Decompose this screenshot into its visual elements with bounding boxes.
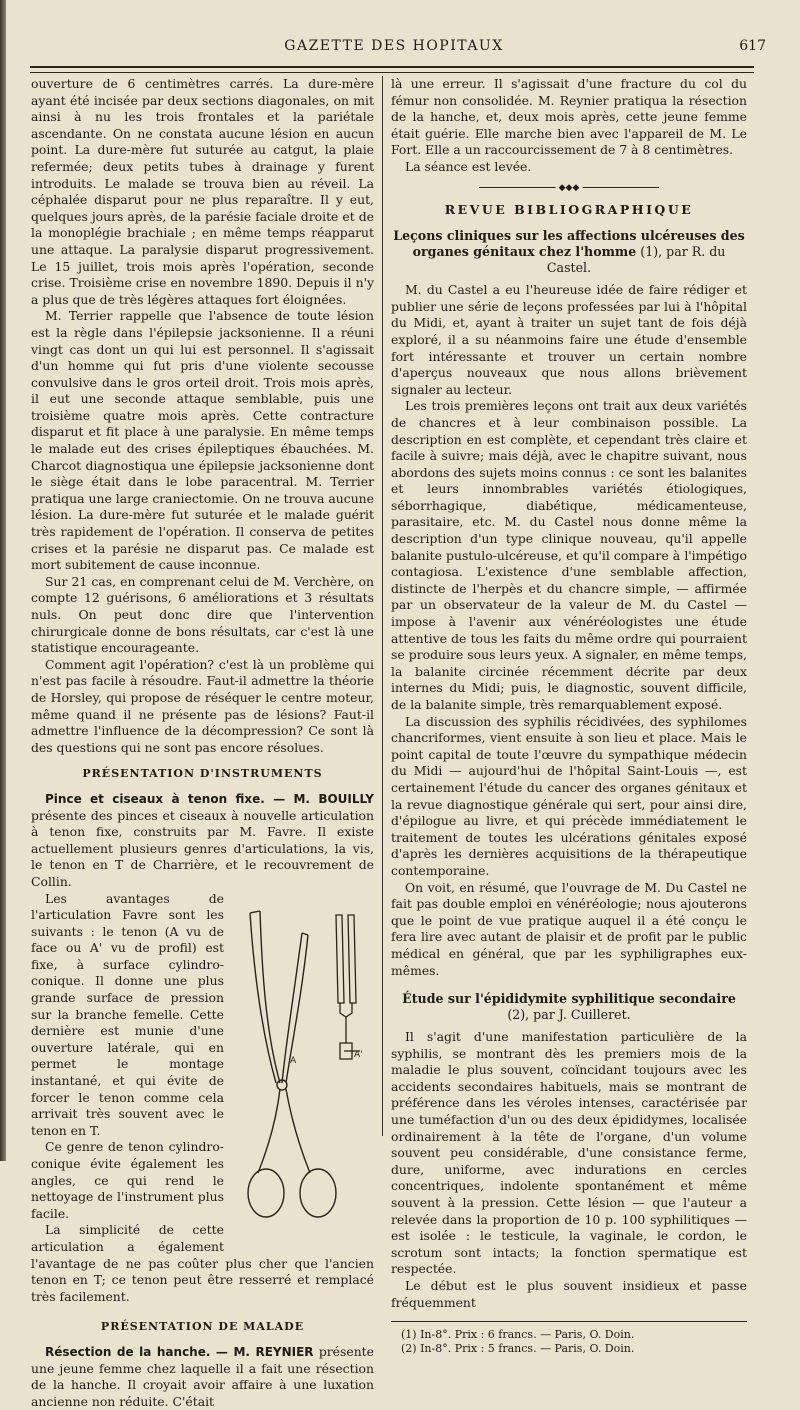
section-heading-malade: PRÉSENTATION DE MALADE [100,1320,305,1334]
paragraph: On voit, en résumé, que l'ouvrage de M. Du Castel ne fait pas double emploi en vénéréologie; nous ajouterons que le point de vue pratique auquel il a été conçu le fera lire avec autant de plaisir et de profit par le public médical en général, que par les syphiligraphes eux-mêmes. [391,879,747,978]
figure-label-a-prime: A' [354,1049,363,1060]
paragraph [31,791,374,891]
figure-label-a: A [290,1055,297,1066]
paragraph: Comment agit l'opération? c'est là un problème qui n'est pas facile à résoudre. Faut-il admettre la théorie de Horsley, qui propose de réséquer le centre moteur, même quand il ne présente pas de lésions? Faut-il admettre l'influence de la décompression? Ce sont là des questions qui ne sont pas encore résolues. [31,656,374,755]
article-title [391,991,747,1023]
left-column [31,76,374,1410]
paragraph: ouverture de 6 centimètres carrés. La dure-mère ayant été incisée par deux sections diagonales, on mit ainsi à nu les trois frontales et la pariétale ascendante. On ne constata aucune lésion en aucun point. La dure-mère fut suturée au catgut, la plaie refermée; deux petits tubes à drainage y furent introduits. Le malade se trouva bien au réveil. La céphalée disparut pour ne plus reparaître. Il y eut, quelques jours après, de la parésie faciale droite et de la monoplégie brachiale ; en même temps réapparut une attaque. La paralysie disparut progressivement. Le 15 juillet, trois mois après l'opération, seconde crise. Troisième crise en novembre 1890. Depuis il n'y a plus que de très légères attaques fort éloignées. [31,76,374,307]
footnote: (2) In-8°. Prix : 5 francs. — Paris, O. Doin. [401,1342,635,1356]
ornament-divider: ◆◆◆ [479,182,659,192]
right-column [391,76,747,1356]
paragraph: là une erreur. Il s'agissait d'une fracture du col du fémur non consolidée. M. Reynier pratiqua la résection de la hanche, et, deux mois après, cette jeune femme était guérie. Elle marche bien avec l'appareil de M. Le Fort. Elle a un raccourcissement de 7 à 8 centimètres. [391,76,747,158]
paragraph: La séance est levée. [405,158,532,174]
article-text: présente des pinces et ciseaux à nouvelle articulation à tenon fixe, construits par M. Favre. Il existe actuellement plusieurs genres d'articulations, la vis, le tenon en T de Charrière, et le recouvrement de Collin. [31,807,374,889]
article-lead: Résection de la hanche. — M. REYNIER [45,1344,314,1359]
forceps-scissors-illustration [232,893,374,1243]
article-text: présente une jeune femme chez laquelle il a fait une résection de la hanche. Il croyait avoir affaire à une luxation ancienne non réduite. C'était [31,1343,374,1409]
paragraph: La simplicité de cette articulation a également l'avantage de ne pas coûter plus cher que l'ancien tenon en T; ce tenon peut être resserré et remplacé très facilement. [31,1222,374,1304]
section-heading-revue: REVUE BIBLIOGRAPHIQUE [444,201,694,217]
article-lead: Pince et ciseaux à tenon fixe. — M. BOUILLY [45,791,374,806]
paragraph: Le début est le plus souvent insidieux et passe fréquemment [391,1278,747,1310]
paragraph: M. Terrier rappelle que l'absence de toute lésion est la règle dans l'épilepsie jacksonienne. Il a réuni vingt cas dont un qui lui est personnel. Il s'agissait d'un homme qui fut pris d'une violente secousse convulsive dans le gros orteil droit. Trois mois après, il eut une seconde attaque semblable, puis une troisième quatre mois après. Cette contracture disparut et fit place à une paralysie. En même temps le malade eut des crises épileptiques ébauchées. M. Charcot diagnostiqua une épilepsie jacksonienne dont le siège était dans le lobe paracentral. M. Terrier pratiqua une large craniectomie. On ne trouva aucune lésion. La dure-mère fut suturée et le malade guérit très rapidement de l'opération. Il conserva de petites crises et la parésie ne disparut pas. Ce malade est mort subitement de cause inconnue. [31,308,374,573]
paragraph: M. du Castel a eu l'heureuse idée de faire rédiger et publier une série de leçons professées par lui à l'hôpital du Midi, et, ayant à traiter un sujet tant de fois déjà exploré, il a su néanmoins faire une étude d'ensemble fort intéressante et trouver un certain nombre d'aperçus nouveaux que nous allons brièvement signaler au lecteur. [391,282,747,397]
paragraph: Les trois premières leçons ont trait aux deux variétés de chancres et à leur combinaison possible. La description en est complète, et cependant très claire et facile à suivre; mais déjà, avec le chapitre suivant, nous abordons des sujets moins connus : ce sont les balanites et leurs innombrables variétés étiologiques, séborrhagique, diabétique, médicamenteuse, parasitaire, etc. M. du Castel nous donne même la description d'un type clinique nouveau, qu'il appelle balanite pustulo-ulcéreuse, et qu'il compare à l'impétigo contagiosa. L'existence d'une semblable affection, distincte de l'herpès et du chancre simple, — affirmée par un observateur de la valeur de M. du Castel — impose à l'avenir aux vénéréologistes une étude attentive de tous les faits du même ordre qui pourraient se produire sous leurs yeux. A signaler, en même temps, la balanite circinée récemment décrite par deux internes du Midi; puis, le diagnostic, souvent difficile, de la balanite simple, très remarquablement exposé. [391,398,747,712]
page-binding-edge [0,0,6,1161]
paragraph: Les avantages de l'articulation Favre sont les suivants : le tenon (A vu de face ou A' vu de profil) est fixe, à surface cylindro-conique. Il donne une plus grande surface de pression sur la branche femelle. Cette dernière est munie d'une ouverture latérale, qui en permet le montage instantané, et qui évite de forcer le tenon comme cela arrivait très souvent avec le tenon en T. [31,890,224,1138]
instrument-figure [232,893,374,1243]
journal-title: GAZETTE DES HOPITAUX [284,38,504,54]
section-heading-instruments: PRÉSENTATION D'INSTRUMENTS [82,767,323,781]
article-title-text: Leçons cliniques sur les affections ulcéreuses des organes génitaux chez l'homme [393,228,745,260]
paragraph: Ce genre de tenon cylindro-conique évite également les angles, ce qui rend le nettoyage de l'instrument plus facile. [31,1139,224,1221]
paragraph: Sur 21 cas, en comprenant celui de M. Verchère, on compte 12 guérisons, 6 améliorations et 3 résultats nuls. On peut donc dire que l'intervention chirurgicale donne de bons résultats, car c'est là une statistique encourageante. [31,573,374,656]
column-divider [382,76,383,1136]
article-title-text: Étude sur l'épididymite syphilitique secondaire [402,991,736,1007]
paragraph: Il s'agit d'une manifestation particulière de la syphilis, se montrant dès les premiers mois de la maladie le plus souvent, coïncidant toujours avec les accidents secondaires habituels, mais se montrant de préférence dans les véroles intenses, caractérisée par une tuméfaction d'un ou des deux épididymes, localisée ordinairement à la tête de l'organe, d'un volume souvent peu considérable, d'une consistance ferme, dure, uniforme, avec indurations en cercles concentriques, indolente spontanément et même souvent à la pression. Cette lésion — que l'auteur a relevée dans la proportion de 10 p. 100 syphilitiques — est isolée : le testicule, la vaginale, le cordon, le scrotum sont intacts; la fonction spermatique est respectée. [391,1029,747,1277]
article-title [391,228,747,276]
article-author: (2), par J. Cuilleret. [507,1007,631,1023]
paragraph [31,1344,374,1410]
paragraph: La discussion des syphilis récidivées, des syphilomes chancriformes, vient ensuite à son lieu et place. Mais le point capital de toute l'œuvre du sympathique médecin du Midi — aujourd'hui de l'hôpital Saint-Louis —, est certainement l'étude du cancer des organes génitaux et la revue diagnostique générale qui sert, pour ainsi dire, d'épilogue au livre, et qui précède immédiatement le traitement de toutes les ulcérations génitales exposé d'après les dernières acquisitions de la thérapeutique contemporaine. [391,713,747,878]
page-number: 617 [739,38,766,54]
page-header [22,38,766,62]
article-author: (1), par R. du Castel. [546,244,726,276]
header-rule [30,66,754,73]
footnote-rule [391,1321,747,1322]
footnote: (1) In-8°. Prix : 6 francs. — Paris, O. Doin. [401,1328,635,1342]
